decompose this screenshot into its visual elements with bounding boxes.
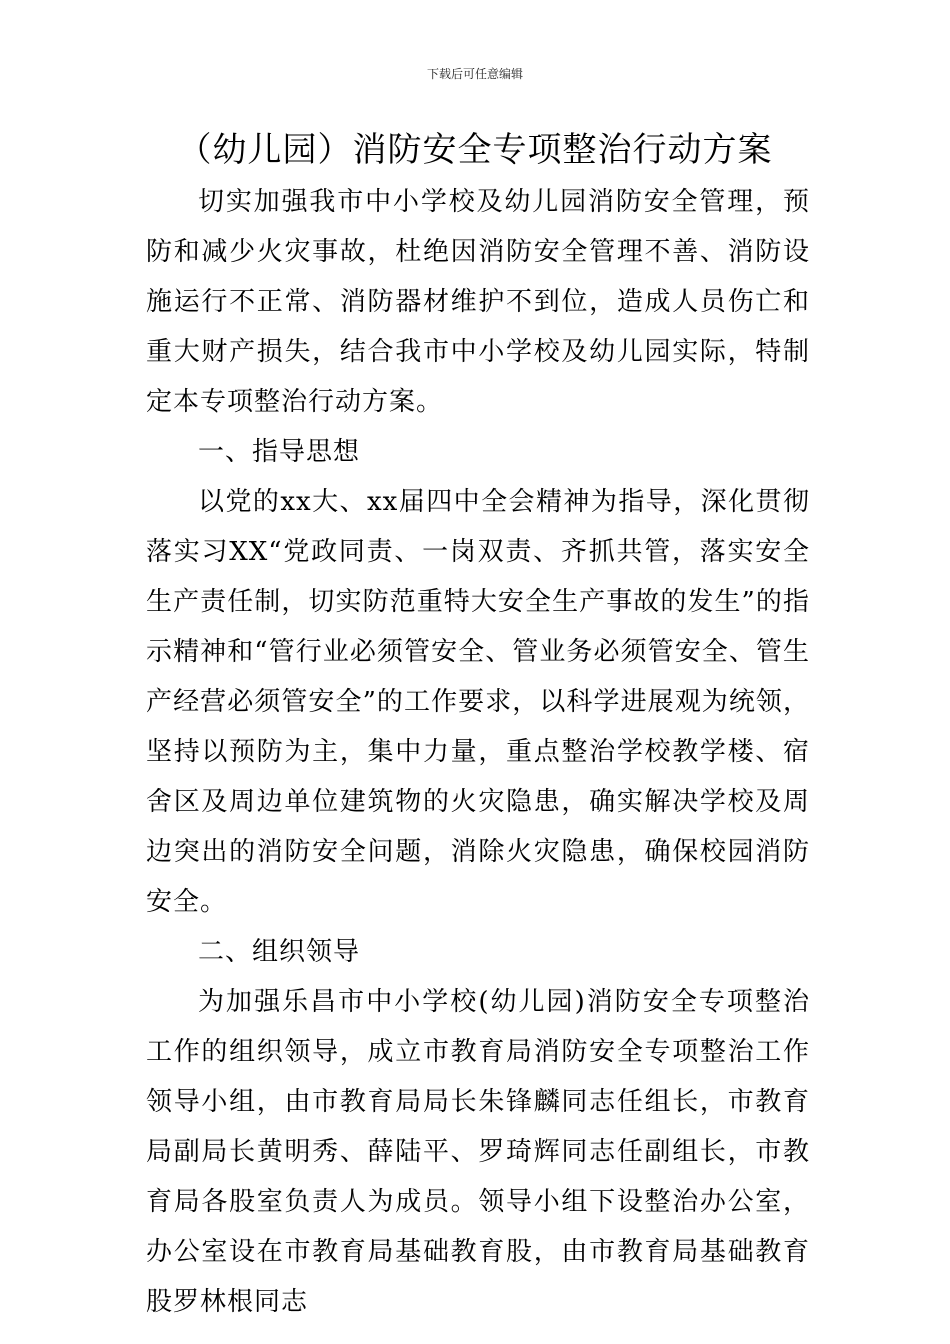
guiding-thought-paragraph: 以党的xx大、xx届四中全会精神为指导，深化贯彻落实习XX“党政同责、一岗双责、齐抓共管，落实安全生产责任制，切实防范重特大安全生产事故的发生”的指示精神和“管行业必须管安全、管业务必须管安全、管生产经营必须管安全”的工作要求，以科学进展观为统领，坚持以预防为主，集中力量，重点整治学校教学楼、宿舍区及周边单位建筑物的火灾隐患，确实解决学校及周边突出的消防安全问题，消除火灾隐患，确保校园消防安全。 <box>146 487 810 917</box>
organization-paragraph: 为加强乐昌市中小学校(幼儿园)消防安全专项整治工作的组织领导，成立市教育局消防安全专项整治工作领导小组，由市教育局局长朱锋麟同志任组长，市教育局副局长黄明秀、薛陆平、罗琦辉同志任副组长，市教育局各股室负责人为成员。领导小组下设整治办公室，办公室设在市教育局基础教育股，由市教育局基础教育股罗林根同志 <box>146 987 810 1317</box>
document-title: （幼儿园）消防安全专项整治行动方案 <box>177 130 773 170</box>
section-heading-organization: 二、组织领导 <box>198 937 361 967</box>
intro-paragraph: 切实加强我市中小学校及幼儿园消防安全管理，预防和减少火灾事故，杜绝因消防安全管理不善、消防设施运行不正常、消防器材维护不到位，造成人员伤亡和重大财产损失，结合我市中小学校及幼儿园实际，特制定本专项整治行动方案。 <box>146 187 810 417</box>
header-note: 下载后可任意编辑 <box>426 67 523 81</box>
document-body <box>146 177 810 1327</box>
section-heading-guiding-thought: 一、指导思想 <box>198 437 361 467</box>
